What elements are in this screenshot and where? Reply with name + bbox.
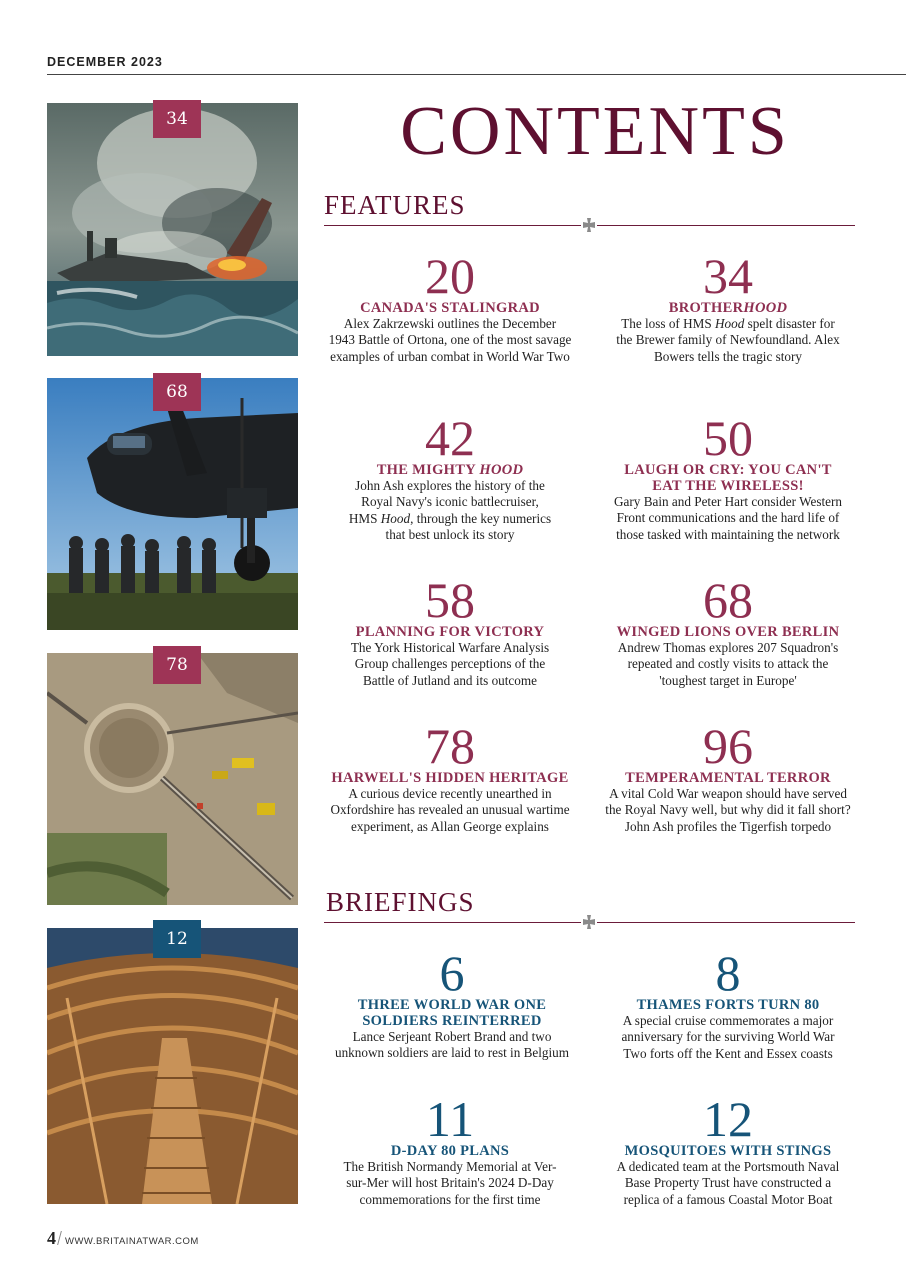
feature-entry[interactable]: [319, 410, 581, 543]
feature-description: The loss of HMS Hood spelt disaster for the Brewer family of Newfoundland. Alex Bowers tells the tragic story: [616, 316, 840, 364]
feature-entry[interactable]: [319, 572, 581, 689]
website-link[interactable]: WWW.BRITAINATWAR.COM: [65, 1236, 199, 1247]
briefing-page-number: 8: [715, 945, 741, 1001]
photo-boat-hull[interactable]: [47, 928, 298, 1204]
feature-page-number: 42: [425, 410, 475, 466]
feature-heading: THE MIGHTY HOOD: [376, 462, 524, 478]
briefing-page-number: 12: [703, 1091, 753, 1147]
header-rule: [47, 74, 906, 75]
feature-description: The York Historical Warfare Analysis Group challenges perceptions of the Battle of Jutland and its outcome: [350, 640, 550, 688]
feature-page-number: 50: [703, 410, 753, 466]
feature-page-number: 20: [425, 248, 475, 304]
page-number: 4: [47, 1228, 56, 1248]
photo-ship-explosion[interactable]: [47, 103, 298, 356]
feature-description: Alex Zakrzewski outlines the December 1943 Battle of Ortona, one of the most savage examples of urban combat in World War Two: [328, 316, 572, 364]
page-title: CONTENTS: [400, 93, 790, 170]
page-badge-34: 34: [153, 100, 201, 138]
page-badge-68: 68: [153, 373, 201, 411]
feature-entry[interactable]: [597, 718, 859, 835]
footer-divider: [57, 1231, 62, 1245]
briefing-entry[interactable]: [597, 945, 859, 1062]
page-badge-12: 12: [153, 920, 201, 958]
feature-page-number: 68: [703, 572, 753, 628]
features-heading: FEATURES: [324, 190, 466, 220]
briefing-entry[interactable]: [597, 1091, 859, 1208]
briefing-heading: THAMES FORTS TURN 80: [636, 997, 820, 1013]
feature-heading: BROTHERHOOD: [668, 300, 788, 316]
briefing-heading: THREE WORLD WAR ONE SOLDIERS REINTERRED: [357, 997, 547, 1029]
briefing-entry[interactable]: [319, 1091, 581, 1208]
feature-entry[interactable]: [597, 248, 859, 365]
feature-heading: LAUGH OR CRY: YOU CAN'T EAT THE WIRELESS!: [624, 462, 832, 494]
feature-heading: PLANNING FOR VICTORY: [355, 624, 545, 640]
feature-heading: CANADA'S STALINGRAD: [360, 300, 540, 316]
briefing-description: The British Normandy Memorial at Ver- sur-Mer will host Britain's 2024 D-Day commemorations for the first time: [343, 1159, 557, 1207]
feature-heading: TEMPERAMENTAL TERROR: [625, 770, 831, 786]
photo-harwell-excavation[interactable]: [47, 653, 298, 905]
feature-page-number: 58: [425, 572, 475, 628]
briefings-heading: BRIEFINGS: [326, 887, 475, 917]
feature-description: John Ash explores the history of the Royal Navy's iconic battlecruiser, HMS Hood, through the key numerics that best unlock its story: [348, 478, 552, 542]
feature-entry[interactable]: [597, 572, 859, 689]
feature-description: Andrew Thomas explores 207 Squadron's repeated and costly visits to attack the 'toughest target in Europe': [617, 640, 839, 688]
feature-description: Gary Bain and Peter Hart consider Western Front communications and the hard life of those tasked with maintaining the network: [614, 494, 842, 542]
feature-heading: HARWELL'S HIDDEN HERITAGE: [331, 770, 569, 786]
briefing-heading: D-DAY 80 PLANS: [390, 1143, 510, 1159]
feature-description: A curious device recently unearthed in Oxfordshire has revealed an unusual wartime experiment, as Allan George explains: [330, 786, 570, 834]
page-badge-78: 78: [153, 646, 201, 684]
briefing-description: A dedicated team at the Portsmouth Naval Base Property Trust have constructed a replica of a famous Coastal Motor Boat: [616, 1159, 840, 1207]
feature-page-number: 78: [425, 718, 475, 774]
briefing-heading: MOSQUITOES WITH STINGS: [624, 1143, 832, 1159]
feature-page-number: 34: [703, 248, 753, 304]
briefing-description: A special cruise commemorates a major anniversary for the surviving World War Two forts off the Kent and Essex coasts: [621, 1013, 835, 1061]
issue-date: DECEMBER 2023: [47, 55, 163, 69]
briefing-page-number: 6: [439, 945, 465, 1001]
feature-entry[interactable]: [319, 248, 581, 365]
feature-description: A vital Cold War weapon should have served the Royal Navy well, but why did it fall short? John Ash profiles the Tigerfish torpedo: [605, 786, 851, 834]
photo-lancaster-bomber[interactable]: [47, 378, 298, 630]
cross-ornament-icon: [581, 217, 597, 233]
feature-heading: WINGED LIONS OVER BERLIN: [616, 624, 840, 640]
briefing-page-number: 11: [425, 1091, 475, 1147]
briefing-description: Lance Serjeant Robert Brand and two unknown soldiers are laid to rest in Belgium: [334, 1029, 570, 1061]
feature-entry[interactable]: [319, 718, 581, 835]
cross-ornament-icon: [581, 914, 597, 930]
feature-page-number: 96: [703, 718, 753, 774]
page-footer: [47, 1228, 199, 1249]
feature-entry[interactable]: [597, 410, 859, 543]
briefing-entry[interactable]: [321, 945, 583, 1062]
